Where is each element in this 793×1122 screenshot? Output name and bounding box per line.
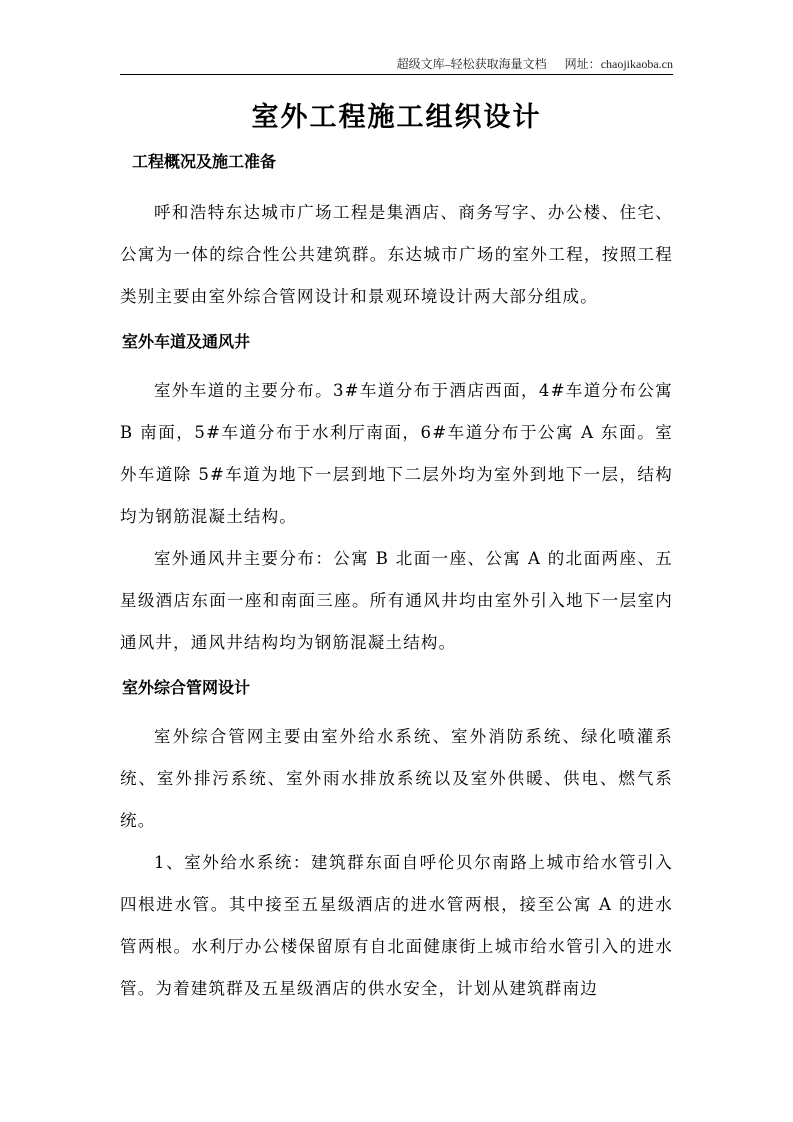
section-heading-pipe-network: 室外综合管网设计 [122,678,251,697]
paragraph-vent-shafts: 室外通风井主要分布：公寓 B 北面一座、公寓 A 的北面两座、五星级酒店东面一座和南面三座。所有通风井均由室外引入地下一层室内通风井，通风井结构均为钢筋混凝土结构。 [120,549,673,652]
section-heading-overview: 工程概况及施工准备 [132,152,277,171]
header-url[interactable]: chaojikaoba.cn [600,57,673,71]
section-heading-driveways-vents: 室外车道及通风井 [122,332,251,351]
header-url-label: 网址： [564,57,601,71]
paragraph-water-supply: 1、室外给水系统：建筑群东面自呼伦贝尔南路上城市给水管引入四根进水管。其中接至五星级酒店的进水管两根，接至公寓 A 的进水管两根。水利厅办公楼保留原有自北面健康街上城市给水管引入的进水管。为着建筑群及五星级酒店的供水安全，计划从建筑群南边 [120,853,673,998]
paragraph-driveways: 室外车道的主要分布。3#车道分布于酒店西面，4#车道分布公寓 B 南面，5#车道分布于水利厅南面，6#车道分布于公寓 A 东面。室外车道除 5#车道为地下一层到地下二层外均为室外到地下一层，结构均为钢筋混凝土结构。 [120,381,673,526]
paragraph-overview: 呼和浩特东达城市广场工程是集酒店、商务写字、办公楼、住宅、公寓为一体的综合性公共建筑群。东达城市广场的室外工程，按照工程类别主要由室外综合管网设计和景观环境设计两大部分组成。 [120,203,673,306]
paragraph-pipe-network: 室外综合管网主要由室外给水系统、室外消防系统、绿化喷灌系统、室外排污系统、室外雨水排放系统以及室外供暖、供电、燃气系统。 [120,727,673,830]
page-header [120,55,673,75]
header-site-name: 超级文库–轻松获取海量文档 [396,57,547,71]
document-title: 室外工程施工组织设计 [251,102,542,134]
